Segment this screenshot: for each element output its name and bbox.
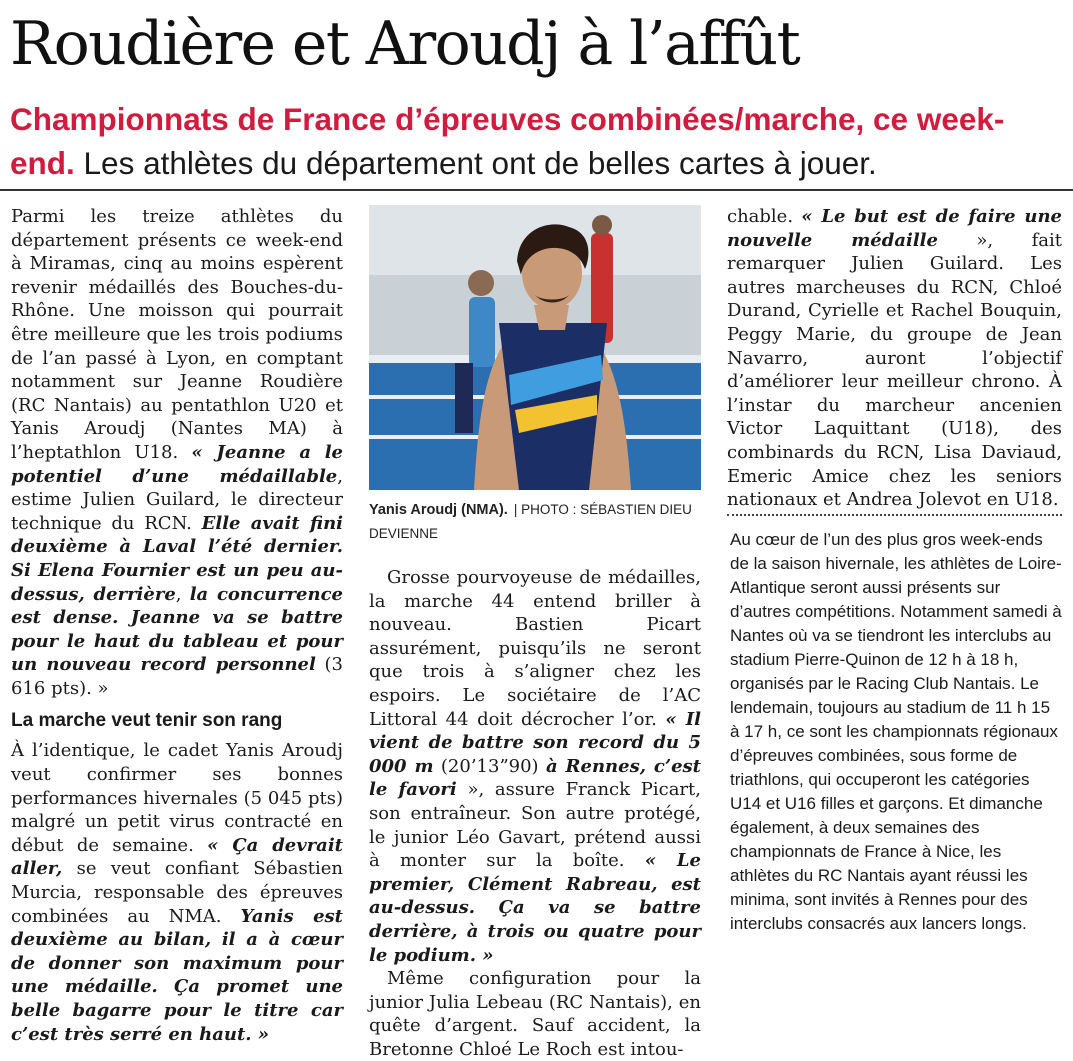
- quote: « Jeanne a le potentiel d’une médaillable: [11, 441, 343, 487]
- header-rule: [0, 189, 1073, 191]
- caption-name: Yanis Aroudj (NMA).: [369, 502, 508, 518]
- quote: à Rennes, c’est le favori: [369, 755, 702, 801]
- quote: « Il vient de battre son record du 5 000 m: [369, 708, 701, 777]
- quote: Yanis est deuxième au bilan, il a à cœur de donner son maximum pour une médaille. Ça promet une belle bagarre pour le titre car c’est très serré en haut. »: [11, 905, 343, 1045]
- text-run: (20’13”90): [433, 755, 546, 777]
- athlete-photo-illustration: [369, 205, 701, 490]
- deck-rest: Les athlètes du département ont de belles cartes à jouer.: [83, 145, 877, 181]
- text-run: », assure Franck Picart, son entraîneur. Son autre protégé, le junior Léo Gavart, prétend aussi à monter sur la boîte.: [369, 779, 701, 872]
- text-run: », fait remarquer Julien Guilard. Les autres marcheuses du RCN, Chloé Durand, Cyrielle et Rachel Bouquin, Peggy Marie, du groupe de Jean Navarro, auront l’objectif d’améliorer leur meilleur chrono. À l’instar du marcheur ancenien Victor Laquittant (U18), des combinards du RCN, Lisa Daviaud, Emeric Amice chez les seniors nationaux et Andrea Jolevot en U18.: [727, 229, 1063, 511]
- headline: Roudière et Aroudj à l’affût: [10, 9, 800, 79]
- subheading: La marche veut tenir son rang: [11, 710, 283, 732]
- text-run: , estime Julien Guilard, le directeur technique du RCN.: [11, 465, 343, 534]
- paragraph: Même configuration pour la junior Julia Lebeau (RC Nantais), en quête d’argent. Sauf accident, la Bretonne Chloé Le Roch est intou-: [369, 968, 701, 1060]
- paragraph: [11, 739, 343, 1046]
- caption-credit: | PHOTO : SÉBASTIEN DIEU DEVIENNE: [369, 502, 692, 541]
- article-column-2: [369, 566, 701, 1061]
- quote: « Ça devrait aller,: [11, 834, 343, 880]
- quote: « Le but est de faire une nouvelle médaille: [727, 206, 1062, 251]
- text-run: (3 616 pts). »: [11, 654, 343, 699]
- text-run: chable.: [727, 206, 802, 227]
- text-run: Parmi les treize athlètes du département présents ce week-end à Miramas, cinq au moins espèrent revenir médaillés des Bouches-du-Rhône. Une moisson qui pourrait être meilleure que les trois podiums de l’an passé à Lyon, en comptant notamment sur Jeanne Roudière (RC Nantais) au pentathlon U20 et Yanis Aroudj (Nantes MA) à l’heptathlon U18.: [11, 206, 343, 463]
- athlete-photo: [369, 205, 701, 490]
- sidebar-box: [730, 528, 1062, 936]
- sidebar-text: Au cœur de l’un des plus gros week-ends de la saison hivernale, les athlètes de Loire-Atlantique seront aussi présents sur d’autres compétitions. Notamment samedi à Nantes où va se tiendront les interclubs au stadium Pierre-Quinon de 12 h à 18 h, organisés par le Racing Club Nantais. Le lendemain, toujours au stadium de 11 h 15 à 17 h, ce sont les championnats régionaux d’épreuves combinées, sous forme de triathlons, qui occuperont les catégories U14 et U16 filles et garçons. Et dimanche également, à deux semaines des championnats de France à Nice, les athlètes du RC Nantais ayant réussi les minima, sont invités à Rennes pour des interclubs consacrés aux lancers longs.: [730, 530, 1062, 933]
- photo-caption: [369, 498, 701, 545]
- article-column-1: [11, 205, 343, 1046]
- text-run: ,: [175, 583, 190, 605]
- quote: la concurrence est dense. Jeanne va se battre pour le haut du tableau et pour un nouveau record personnel: [11, 583, 343, 676]
- text-run: se veut confiant Sébastien Murcia, responsable des épreuves combinées au NMA.: [11, 858, 343, 927]
- paragraph: [727, 205, 1062, 512]
- quote: Elle avait fini deuxième à Laval l’été dernier. Si Elena Fournier est un peu au-dessus, derrière: [11, 512, 343, 605]
- quote: « Le premier, Clément Rabreau, est au-dessus. Ça va se battre derrière, à trois ou quatre pour le podium. »: [369, 850, 702, 966]
- article-column-3: [727, 205, 1062, 512]
- sidebar-divider: [727, 514, 1062, 516]
- deck-lead: Championnats de France d’épreuves combinées/marche, ce week-end.: [10, 101, 1005, 181]
- deck: [10, 97, 1068, 185]
- text-run: Grosse pourvoyeuse de médailles, la marche 44 entend briller à nouveau. Bastien Picart assurément, puisqu’ils ne seront que trois à s’aligner chez les espoirs. Le sociétaire de l’AC Littoral 44 doit décrocher l’or.: [369, 567, 701, 730]
- text-run: À l’identique, le cadet Yanis Aroudj veut confirmer ses bonnes performances hivernales (5 045 pts) malgré un petit virus contracté en début de semaine.: [11, 740, 343, 856]
- paragraph: [11, 205, 343, 700]
- paragraph: [369, 566, 701, 967]
